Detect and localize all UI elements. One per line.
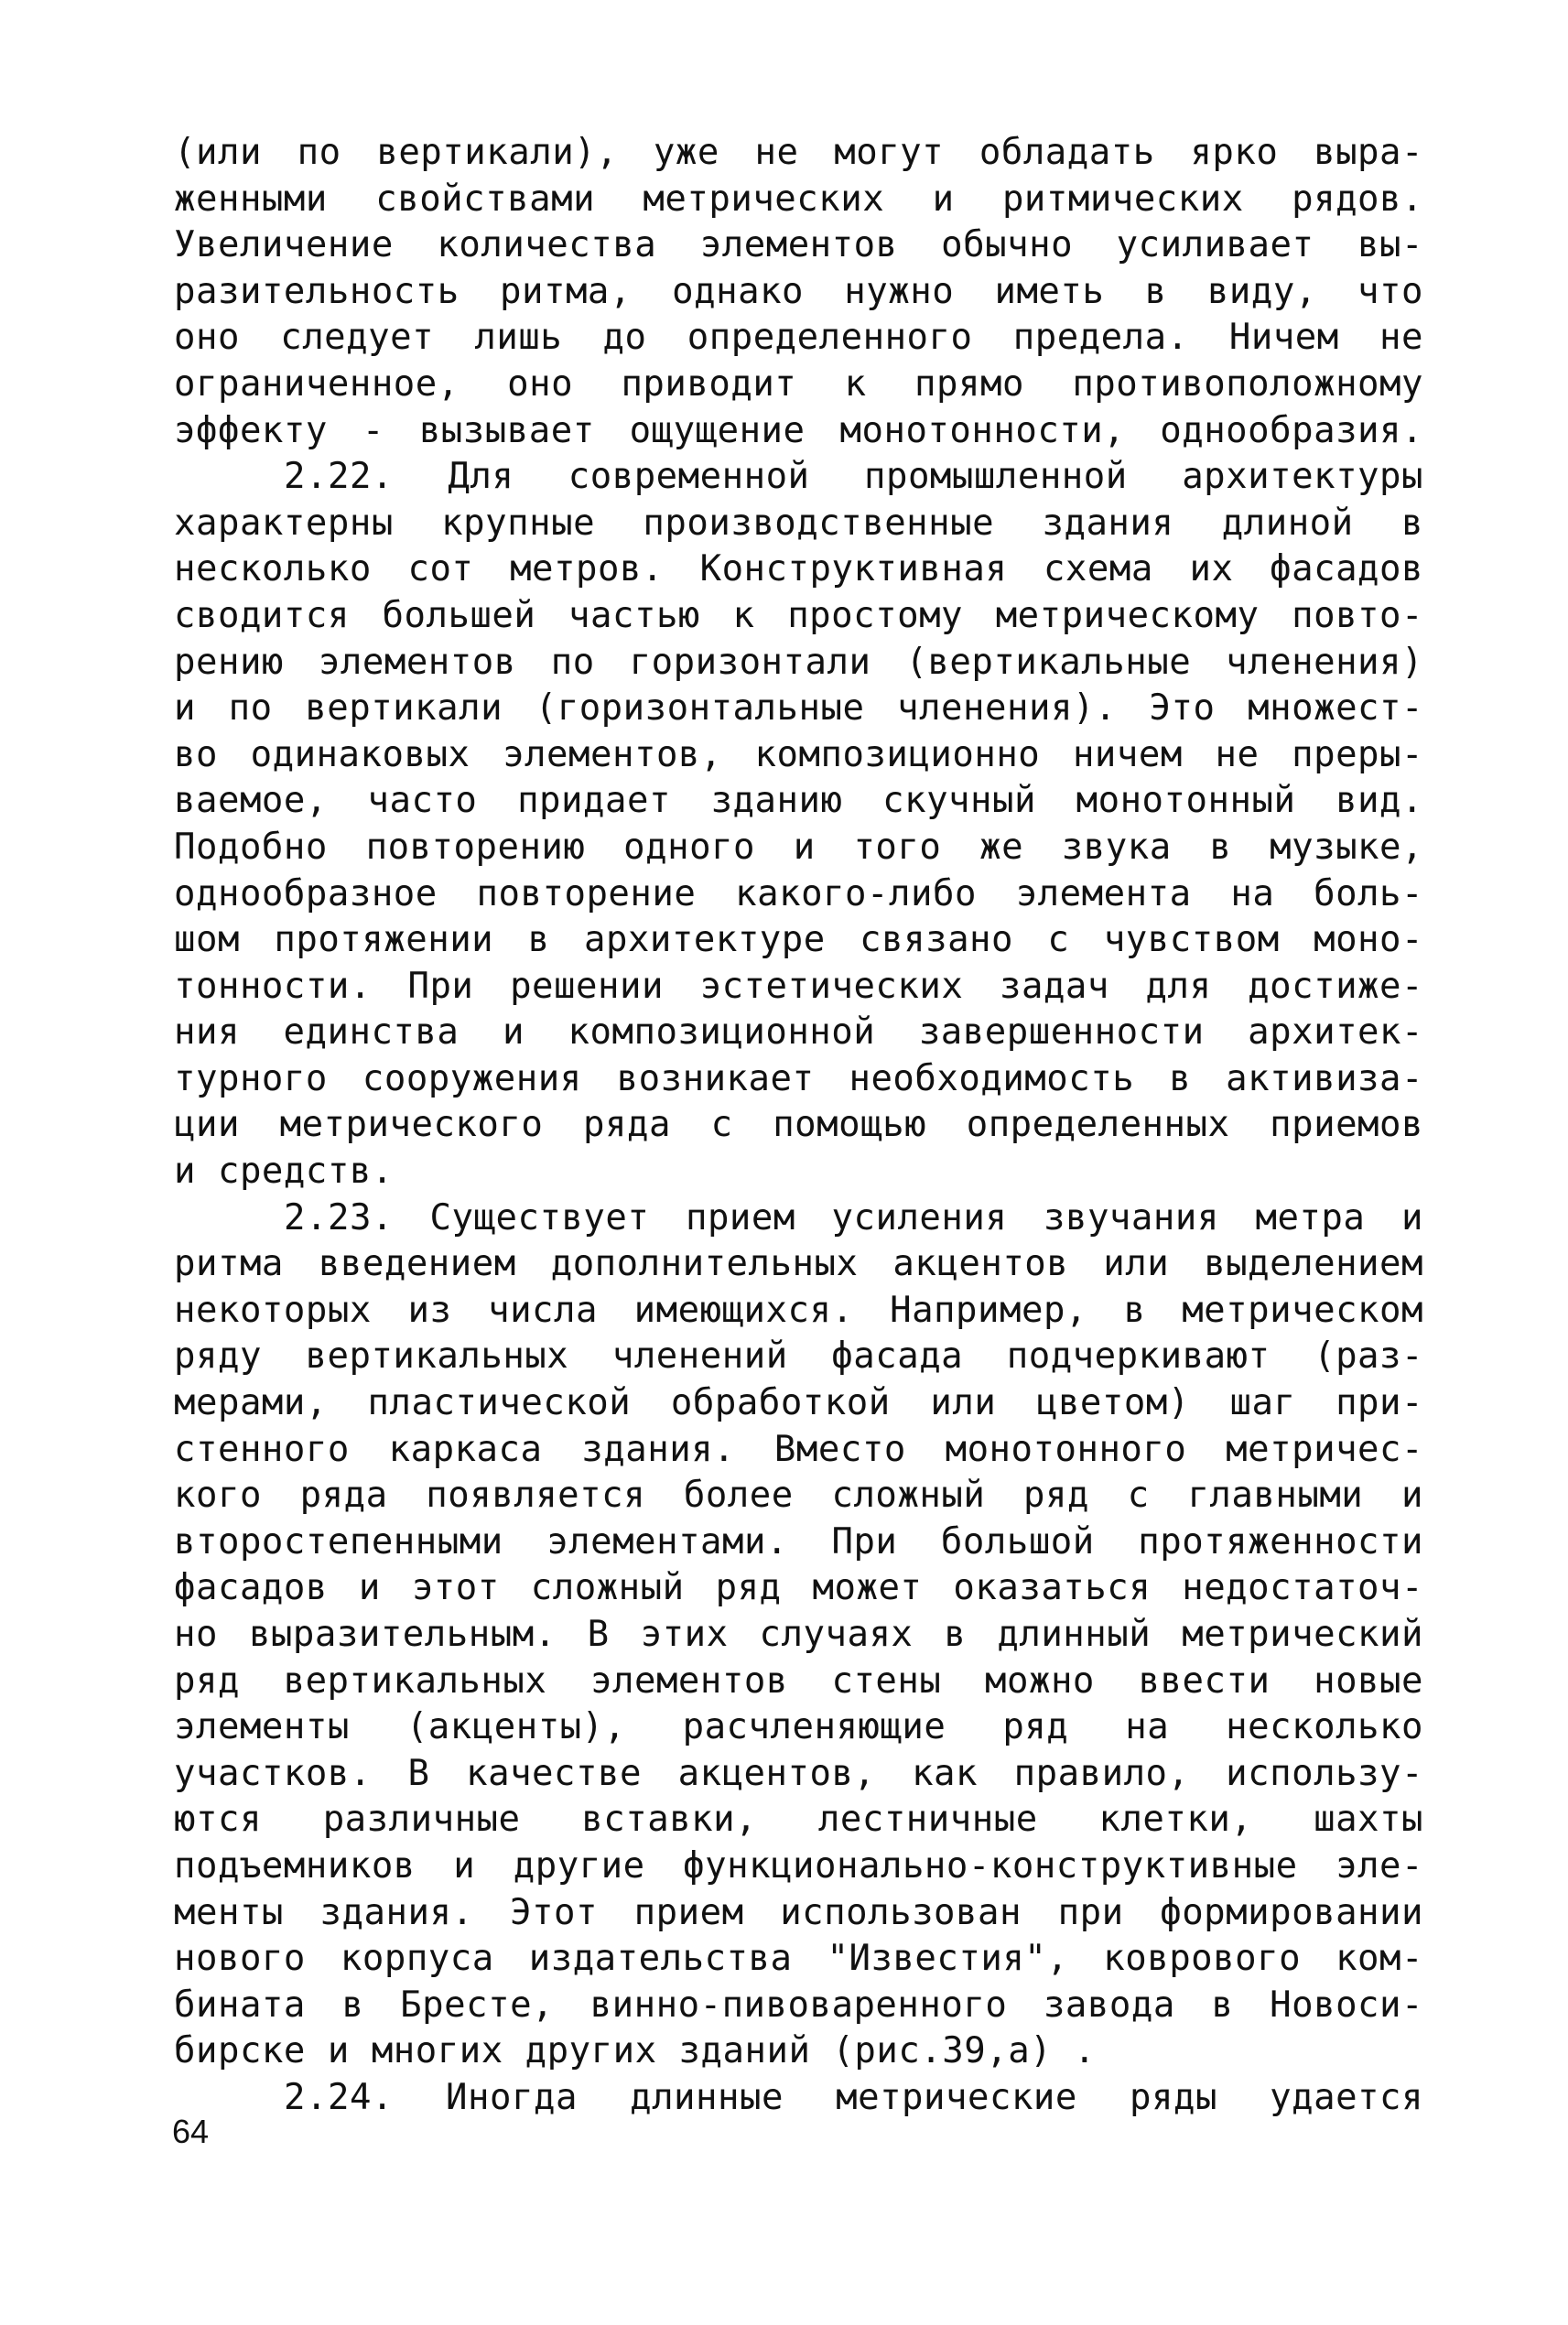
text-line: ваемое, часто придает зданию скучный монотонный вид. — [174, 780, 1423, 822]
text-line: эффекту - вызывает ощущение монотонности, однообразия. — [174, 409, 1423, 451]
text-line: несколько сот метров. Конструктивная схема их фасадов — [174, 548, 1423, 590]
text-line: элементы (акценты), расчленяющие ряд на несколько — [174, 1706, 1423, 1748]
text-line: мерами, пластической обработкой или цветом) шаг при- — [174, 1382, 1423, 1424]
text-line: 2.23. Существует прием усиления звучания метра и — [284, 1196, 1423, 1238]
text-line: фасадов и этот сложный ряд может оказаться недостаточ- — [174, 1567, 1423, 1609]
text-line: 2.24. Иногда длинные метрические ряды удается — [284, 2076, 1423, 2118]
text-line: ряду вертикальных членений фасада подчеркивают (раз- — [174, 1336, 1423, 1378]
text-line: Подобно повторению одного и того же звука в музыке, — [174, 826, 1423, 868]
text-line: ния единства и композиционной завершенности архитек- — [174, 1011, 1423, 1054]
text-line: и по вертикали (горизонтальные членения). Это множест- — [174, 687, 1423, 730]
text-line: ции метрического ряда с помощью определенных приемов — [174, 1104, 1423, 1146]
text-line: женными свойствами метрических и ритмических рядов. — [174, 178, 1423, 220]
text-line: шом протяжении в архитектуре связано с чувством моно- — [174, 919, 1423, 961]
text-line: бината в Бресте, винно-пивоваренного завода в Новоси- — [174, 1984, 1423, 2026]
text-line: некоторых из числа имеющихся. Например, в метрическом — [174, 1289, 1423, 1331]
text-line: подъемников и другие функционально-конструктивные эле- — [174, 1844, 1423, 1887]
text-line: но выразительным. В этих случаях в длинный метрический — [174, 1614, 1423, 1655]
text-line: ограниченное, оно приводит к прямо противоположному — [174, 362, 1423, 405]
text-line: оно следует лишь до определенного предела. Ничем не — [174, 317, 1423, 359]
text-line: рению элементов по горизонтали (вертикальные членения) — [174, 641, 1423, 683]
text-line: сводится большей частью к простому метрическому повто- — [174, 594, 1423, 636]
text-line: тонности. При решении эстетических задач для достиже- — [174, 965, 1423, 1007]
text-line: однообразное повторение какого-либо элемента на боль- — [174, 872, 1423, 914]
text-line: второстепенными элементами. При большой протяженности — [174, 1520, 1423, 1563]
text-line: бирске и многих других зданий (рис.39,а) . — [174, 2030, 1097, 2072]
text-line: (или по вертикали), уже не могут обладать ярко выра- — [174, 132, 1423, 173]
text-line: разительность ритма, однако нужно иметь в виду, что — [174, 270, 1423, 312]
text-line: ритма введением дополнительных акцентов или выделением — [174, 1243, 1423, 1285]
text-line: ряд вертикальных элементов стены можно ввести новые — [174, 1660, 1423, 1702]
body-text — [174, 130, 1423, 2122]
text-line: участков. В качестве акцентов, как правило, использу- — [174, 1752, 1423, 1794]
text-line: 2.22. Для современной промышленной архитектуры — [284, 456, 1423, 498]
text-line: ются различные вставки, лестничные клетки, шахты — [174, 1799, 1423, 1841]
page-number: 64 — [172, 2113, 210, 2150]
text-line: нового корпуса издательства "Известия", коврового ком- — [174, 1938, 1423, 1980]
text-line: во одинаковых элементов, композиционно ничем не преры- — [174, 733, 1423, 775]
text-line: кого ряда появляется более сложный ряд с главными и — [174, 1475, 1423, 1517]
text-line: стенного каркаса здания. Вместо монотонного метричес- — [174, 1428, 1423, 1470]
text-line: турного сооружения возникает необходимость в активиза- — [174, 1057, 1423, 1099]
text-line: характерны крупные производственные здания длиной в — [174, 502, 1423, 544]
text-line: Увеличение количества элементов обычно усиливает вы- — [174, 224, 1423, 266]
text-line: менты здания. Этот прием использован при формировании — [174, 1891, 1423, 1933]
text-line: и средств. — [174, 1151, 394, 1193]
